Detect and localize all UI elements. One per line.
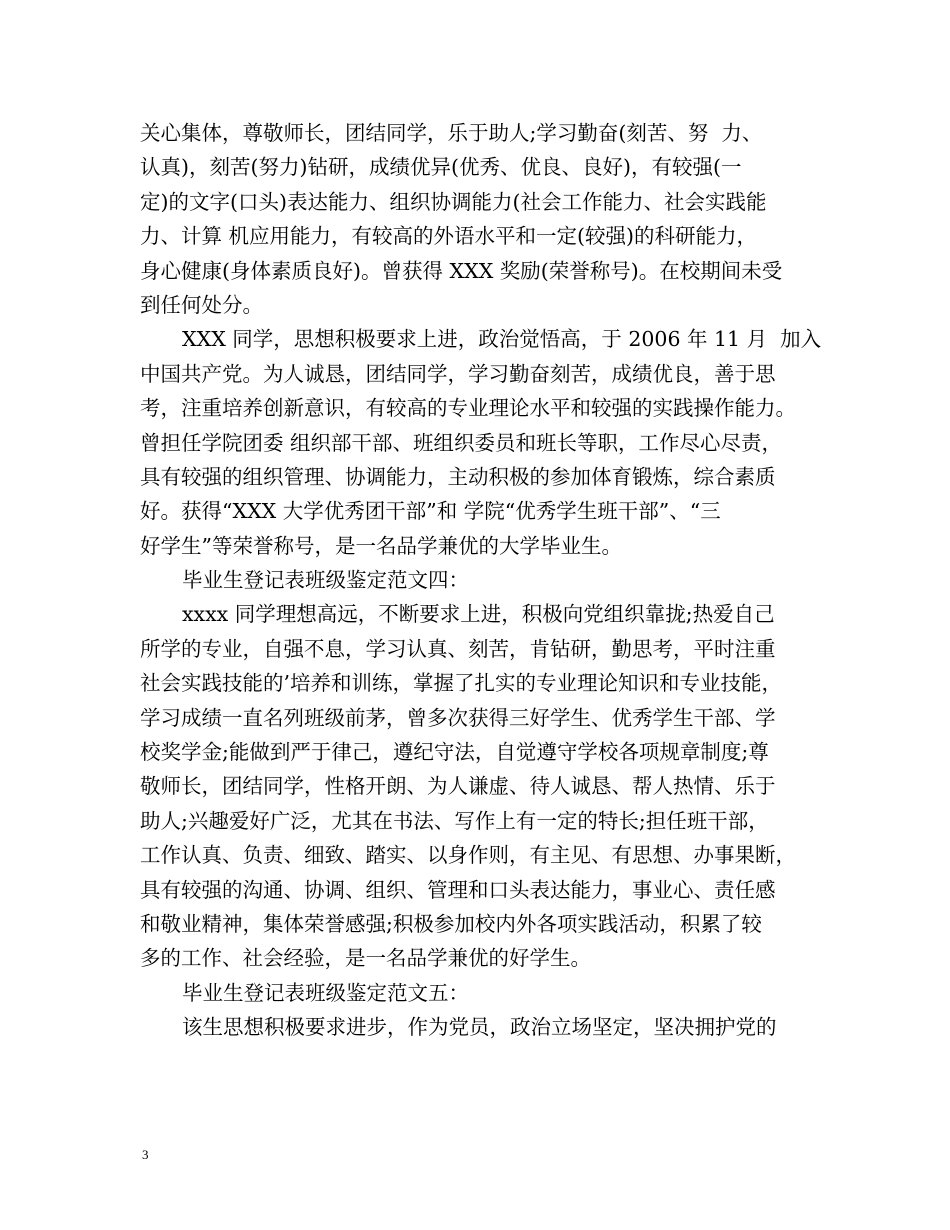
text-line: 毕业生登记表班级鉴定范文五： [182,980,469,1005]
text-line: 敬师长，团结同学，性格开朗、为人谦虚、待人诚恳、帮人热情、乐于 [140,774,776,799]
text-line: 考，注重培养创新意识，有较高的专业理论水平和较强的实践操作能力。 [140,396,796,421]
text-line: 好学生”等荣誉称号，是一名品学兼优的大学毕业生。 [140,533,622,558]
text-line: 到任何处分。 [140,292,263,317]
text-line: 具有较强的组织管理、协调能力，主动积极的参加体育锻炼，综合素质 [140,464,776,489]
text-line: 认真)，刻苦(努力)钻研，成绩优异(优秀、优良、良好)，有较强(一 [140,155,742,180]
text-line: 社会实践技能的’培养和训练，掌握了扎实的专业理论知识和专业技能， [140,671,783,696]
text-line: 该生思想积极要求进步，作为党员，政治立场坚定，坚决拥护党的 [182,1015,777,1040]
text-line: xxxx 同学理想高远，不断要求上进，积极向党组织靠拢;热爱自己 [182,602,775,627]
text-line: 中国共产党。为人诚恳，团结同学，学习勤奋刻苦，成绩优良，善于思 [140,361,776,386]
text-line: 多的工作、社会经验，是一名品学兼优的好学生。 [140,946,591,971]
text-line: 学习成绩一直名列班级前茅，曾多次获得三好学生、优秀学生干部、学 [140,705,776,730]
text-line: 好。获得“XXX 大学优秀团干部”和 学院“优秀学生班干部”、“三 [140,499,721,524]
text-line: 曾担任学院团委 组织部干部、班组织委员和班长等职，工作尽心尽责， [140,430,783,455]
text-line: 具有较强的沟通、协调、组织、管理和口头表达能力，事业心、责任感 [140,877,776,902]
text-line: XXX 同学，思想积极要求上进，政治觉悟高，于 2006 年 11 月 加入 [182,327,822,352]
text-line: 关心集体，尊敬师长，团结同学，乐于助人;学习勤奋(刻苦、努 力、 [140,121,763,145]
text-line: 定)的文字(口头)表达能力、组织协调能力(社会工作能力、社会实践能 [140,189,767,214]
text-line: 校奖学金;能做到严于律己，遵纪守法，自觉遵守学校各项规章制度;尊 [140,740,769,765]
text-line: 助人;兴趣爱好广泛，尤其在书法、写作上有一定的特长;担任班干部， [140,808,769,833]
page-number: 3 [142,1147,149,1162]
body-text [140,116,840,1045]
text-line: 身心健康(身体素质良好)。曾获得 XXX 奖励(荣誉称号)。在校期间未受 [140,258,783,283]
text-line: 和敬业精神，集体荣誉感强;积极参加校内外各项实践活动，积累了较 [140,911,762,936]
text-line: 工作认真、负责、细致、踏实、以身作则，有主见、有思想、办事果断， [140,843,796,868]
text-line: 力、计算 机应用能力，有较高的外语水平和一定(较强)的科研能力， [140,224,758,249]
text-line: 所学的专业，自强不息，学习认真、刻苦，肯钻研，勤思考，平时注重 [140,636,776,661]
text-line: 毕业生登记表班级鉴定范文四： [182,568,469,593]
